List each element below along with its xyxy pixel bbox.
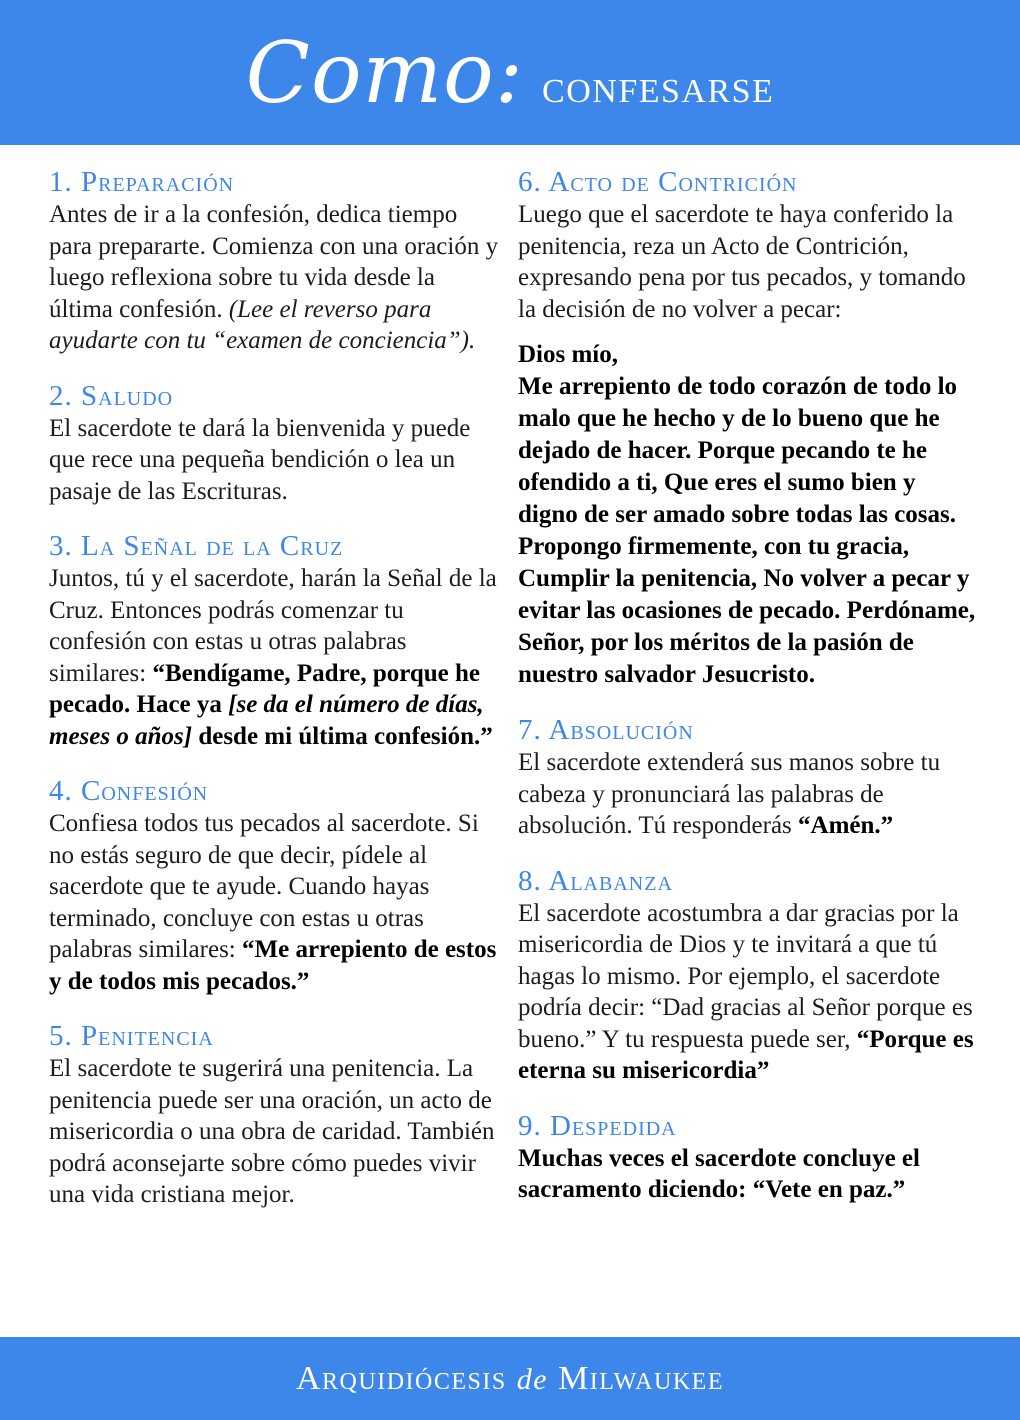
section-title: 8. Alabanza (518, 864, 673, 897)
left-column (49, 165, 504, 1233)
section-body (49, 808, 504, 997)
section-body (518, 1143, 978, 1206)
section-title: 9. Despedida (518, 1109, 677, 1142)
prayer-text: Me arrepiento de todo corazón de todo lo malo que he hecho y de lo bueno que he dejado de hacer. Porque pecando te he ofendido a ti, Que eres el sumo bien y digno de ser amado sobre todas las cosas. Propongo firmemente, con tu gracia, Cumplir la penitencia, No volver a pecar y evitar las ocasiones de pecado. Perdóname, Señor, por los méritos de la pasión de nuestro salvador Jesucristo. (518, 373, 976, 688)
footer-archdiocese (296, 1360, 724, 1398)
section (518, 864, 978, 1087)
body-text: desde mi última confesión.” (192, 722, 493, 750)
section-title: 3. La Señal de la Cruz (49, 530, 344, 562)
body-text: “Me arrepiento de estos y de todos mis pecados.” (49, 936, 497, 995)
section (518, 713, 978, 842)
footer-middle: de (516, 1362, 549, 1396)
body-text: Muchas veces el sacerdote concluye el sacramento diciendo: “Vete en paz.” (518, 1144, 920, 1203)
footer-left: Arquidiócesis (296, 1359, 507, 1397)
body-text: El sacerdote te sugerirá una penitencia. La penitencia puede ser una oración, un acto de misericordia o una obra de caridad. También podrá aconsejarte sobre cómo puedes vivir una vida cristiana mejor. (49, 1055, 495, 1208)
section (49, 1019, 504, 1211)
footer-banner (0, 1337, 1020, 1420)
section-body (49, 199, 504, 357)
section-body (49, 1053, 504, 1211)
title-script-word: Como: (245, 23, 525, 122)
right-column-sections (518, 713, 978, 1206)
act-of-contrition-prayer (518, 339, 978, 691)
footer-right: Milwaukee (558, 1359, 724, 1397)
body-text: (Lee el reverso para ayudarte con tu “examen de conciencia”). (49, 295, 476, 354)
section (49, 529, 504, 752)
section-body: Luego que el sacerdote te haya conferido la penitencia, reza un Acto de Contrición, expresando pena por tus pecados, y tomando la decisión de no volver a pecar: (518, 201, 966, 323)
header-banner (0, 0, 1020, 145)
body-text: El sacerdote acostumbra a dar gracias por la misericordia de Dios y te invitará a que tú hagas lo mismo. Por ejemplo, el sacerdote podría decir: “Dad gracias al Señor porque es bueno.” Y tu respuesta puede ser, (518, 899, 973, 1053)
body-text: Juntos, tú y el sacerdote, harán la Señal de la Cruz. Entonces podrás comenzar tu confesión con estas u otras palabras similares: (49, 565, 497, 687)
section-title: 7. Absolución (518, 714, 694, 746)
section-title: 4. Confesión (49, 775, 209, 807)
section-body (49, 563, 504, 752)
section (49, 379, 504, 508)
body-text: “Porque es eterna su misericordia” (518, 1025, 974, 1084)
section-body (518, 747, 978, 842)
title-main-word: confesarse (542, 59, 775, 113)
body-text: [se da el número de días, meses o años] (49, 691, 484, 750)
section-title: 1. Preparación (49, 166, 235, 198)
body-text: El sacerdote extenderá sus manos sobre tu cabeza y pronunciará las palabras de absolución. Tú responderás (518, 749, 941, 839)
section (49, 165, 504, 357)
section-6 (518, 165, 978, 691)
prayer-opening: Dios mío, (518, 341, 618, 368)
section-title: 2. Saludo (49, 379, 174, 412)
body-text: Confiesa todos tus pecados al sacerdote. Si no estás seguro de que decir, pídele al sacerdote que te ayude. Cuando hayas terminado, concluye con estas u otras palabras similares: (49, 810, 479, 963)
section-title: 5. Penitencia (49, 1020, 214, 1052)
body-text: “Amén.” (798, 812, 894, 839)
section-body (49, 413, 504, 508)
body-text: “Bendígame, Padre, porque he pecado. Hace ya (49, 659, 481, 718)
right-column (518, 165, 978, 1228)
body-text: Antes de ir a la confesión, dedica tiempo para prepararte. Comienza con una oración y luego reflexiona sobre tu vida desde la última confesión. (49, 201, 499, 323)
section (518, 1109, 978, 1206)
section-body (518, 898, 978, 1087)
body-text: El sacerdote te dará la bienvenida y puede que rece una pequeña bendición o lea un pasaje de las Escrituras. (49, 414, 471, 505)
section (49, 774, 504, 997)
page-title (246, 24, 775, 122)
section-title: 6. Acto de Contrición (518, 166, 798, 198)
